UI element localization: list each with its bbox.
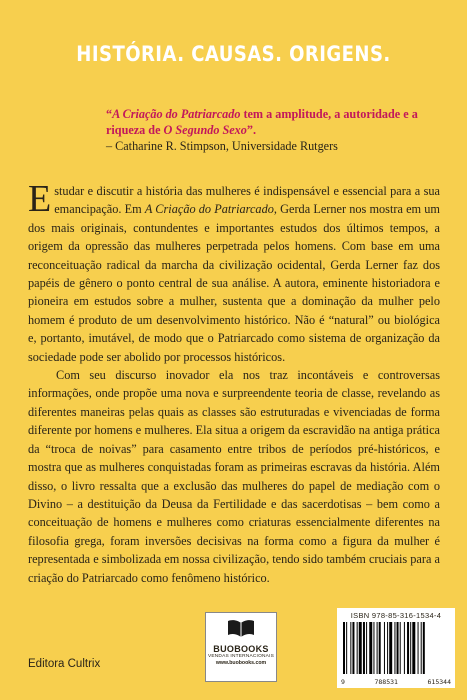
isbn-barcode — [337, 608, 455, 688]
barcode-bar — [363, 622, 365, 674]
barcode-digit-group-2: 788531 — [374, 678, 398, 686]
barcode-bar — [366, 622, 367, 674]
barcode-bar — [359, 622, 362, 674]
barcode-bar — [343, 622, 345, 674]
quote-title-2: O Segundo Sexo — [163, 123, 247, 137]
barcode-bar — [377, 622, 378, 674]
quote-attribution: – Catharine R. Stimpson, Universidade Rutgers — [106, 139, 338, 153]
paragraph-1-text-a: studar e discutir a história das mulheres é indispensável e essencial para a sua emancipação. Em — [54, 184, 440, 217]
publisher-name: Editora Cultrix — [28, 658, 101, 670]
paragraph-2: Com seu discurso inovador ela nos traz incontáveis e controversas informações, onde propõe uma nova e surpreendente teoria de classe, revelando as diferentes maneiras pelas quais as classes são estruturadas e vivenciadas de forma diferente por homens e mulheres. Ela situa a origem da escravidão na antiga prática da “troca de noivas” para casamento entre tribos de períodos pré-históricos, e mostra que as mulheres conquistadas foram as primeiras escravas da história. Além disso, o livro ressalta que a exclusão das mulheres do papel de mediação com o Divino – a destituição da Deusa da Fertilidade e das sacerdotisas – bem como a conceituação de homens e mulheres como criaturas essencialmente diferentes na filosofia grega, foram inversões decisivas na forma como a figura da mulher é representada e simbolizada em nossa civilização, tendo sido também cruciais para a criação do Patriarcado como fenômeno histórico. — [28, 368, 440, 585]
bookstore-badge — [205, 612, 277, 682]
barcode-bar — [384, 622, 385, 674]
barcode-bar — [369, 622, 372, 674]
synopsis — [28, 178, 440, 587]
bookstore-tagline: VENDAS INTERNACIONAIS — [207, 654, 275, 659]
barcode-bar — [389, 622, 392, 674]
barcode-digit-group-1: 9 — [341, 678, 345, 686]
quote-title-1: A Criação do Patriarcado — [112, 107, 241, 121]
barcode-bar — [397, 622, 399, 674]
bookstore-name: BUOBOOKS — [213, 644, 269, 654]
barcode-bar — [346, 622, 347, 674]
barcode-bar — [418, 622, 419, 674]
paragraph-1-text-b: , Gerda Lerner nos mostra em um dos mais originais, contundentes e importantes estudos dos últimos tempos, a origem da opressão das mulheres perpetrada pelos homens. Com base em uma reconceituação radical da marcha da civilização ocidental, Gerda Lerner faz dos papéis de gênero o ponto central de sua análise. A autora, eminente historiadora e pioneira em estudos sobre a mulher, sustenta que a dominação da mulher pelo homem é produto de um desenvolvimento histórico. Não é “natural” ou biológica e, portanto, imutável, de modo que o Patriarcado como sistema de organização da sociedade pode ser abolido por processos históricos. — [28, 202, 440, 364]
open-book-icon — [206, 617, 276, 644]
quote-mid: tem a amplitude, a autoridade e a riqueza de — [106, 107, 418, 137]
barcode-bar — [407, 622, 409, 674]
barcode-bar — [387, 622, 388, 674]
barcode-bar — [410, 622, 411, 674]
isbn-label: ISBN 978-85-316-1534-4 — [350, 611, 442, 620]
paragraph-1-title: A Criação do Patriarcado — [144, 202, 274, 217]
barcode-bar — [350, 622, 351, 674]
drop-cap: E — [28, 178, 52, 220]
barcode-bar — [400, 622, 401, 674]
barcode-digit-group-3: 615344 — [427, 678, 451, 686]
barcode-bar — [379, 622, 381, 674]
barcode-bar — [352, 622, 354, 674]
quote-open: “ — [106, 107, 113, 121]
barcode-bar — [412, 622, 415, 674]
barcode-bar — [394, 622, 395, 674]
barcode-bar — [404, 622, 405, 674]
headline: HISTÓRIA. CAUSAS. ORIGENS. — [76, 42, 391, 66]
barcode-digits — [341, 678, 451, 686]
barcode-bars — [343, 622, 449, 674]
paragraph-1 — [28, 178, 440, 366]
blurb-quote — [106, 106, 436, 154]
barcode-bar — [423, 622, 425, 674]
barcode-bar — [373, 622, 374, 674]
quote-close: ”. — [246, 123, 256, 137]
bookstore-url: www.buobooks.com — [215, 660, 267, 666]
barcode-bar — [421, 622, 422, 674]
barcode-bar — [357, 622, 358, 674]
